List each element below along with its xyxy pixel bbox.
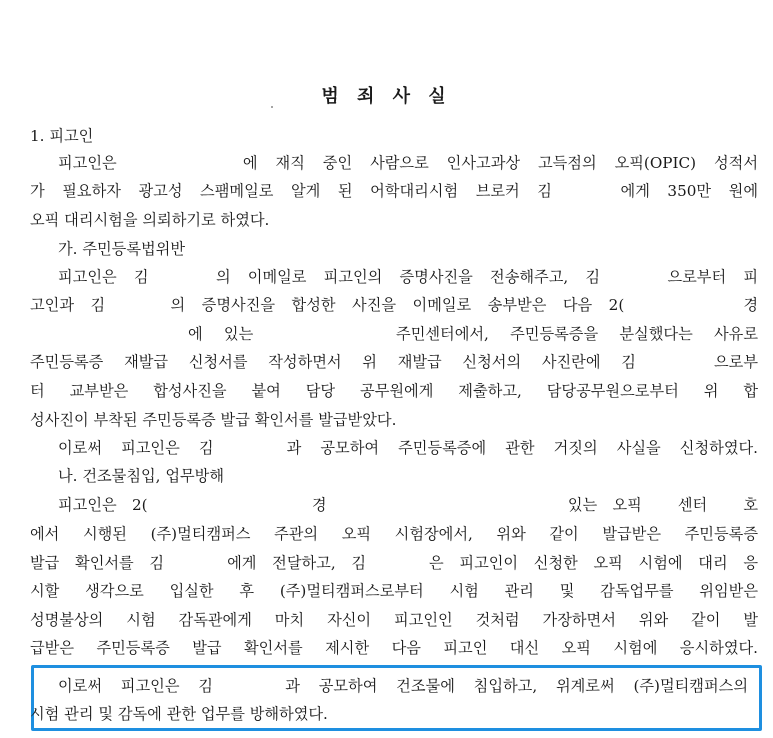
paragraph-line: 주민등록증 재발급 신청서를 작성하면서 위 재발급 신청서의 사진란에 김 으로부 (30, 353, 758, 371)
paragraph-line: 피고인은 에 재직 중인 사람으로 인사고과상 고득점의 오픽(OPIC) 성적서 (58, 154, 758, 172)
paragraph-line: 성사진이 부착된 주민등록증 발급 확인서를 발급받았다. (30, 411, 397, 429)
paragraph-line: 에 있는 주민센터에서, 주민등록증을 분실했다는 사유로 (30, 325, 758, 343)
section-heading: 1. 피고인 (30, 127, 94, 145)
paragraph-line: 이로써 피고인은 김 과 공모하여 주민등록증에 관한 거짓의 사실을 신청하였다. (58, 439, 758, 457)
scan-speck (271, 106, 273, 108)
document-title: 범 죄 사 실 (321, 86, 452, 107)
paragraph-line: 급받은 주민등록증 발급 확인서를 제시한 다음 피고인 대신 오픽 시험에 응시하였다. (30, 639, 758, 657)
paragraph-line: 터 교부받은 합성사진을 붙여 담당 공무원에게 제출하고, 담당공무원으로부터 위 합 (30, 382, 758, 400)
paragraph-line: 발급 확인서를 김 에게 전달하고, 김 은 피고인이 신청한 오픽 시험에 대리 응 (30, 554, 758, 572)
paragraph-line: 시할 생각으로 입실한 후 (주)멀티캠퍼스로부터 시험 관리 및 감독업무를 위임받은 (30, 582, 758, 600)
paragraph-line: 고인과 김 의 증명사진을 합성한 사진을 이메일로 송부받은 다음 2( 경 (30, 296, 758, 314)
subsection-heading: 나. 건조물침입, 업무방해 (58, 467, 225, 485)
highlighted-line: 시험 관리 및 감독에 관한 업무를 방해하였다. (30, 705, 328, 723)
paragraph-line: 피고인은 김 의 이메일로 피고인의 증명사진을 전송해주고, 김 으로부터 피 (58, 268, 758, 286)
paragraph-line: 에서 시행된 (주)멀티캠퍼스 주관의 오픽 시험장에서, 위와 같이 발급받은 주민등록증 (30, 525, 758, 543)
subsection-heading: 가. 주민등록법위반 (58, 240, 186, 258)
highlighted-line: 이로써 피고인은 김 과 공모하여 건조물에 침입하고, 위계로써 (주)멀티캠퍼스의 (58, 677, 748, 695)
paragraph-line: 성명불상의 시험 감독관에게 마치 자신이 피고인인 것처럼 가장하면서 위와 같이 발 (30, 611, 758, 629)
paragraph-line: 오픽 대리시험을 의뢰하기로 하였다. (30, 211, 270, 229)
paragraph-line: 피고인은 2( 경 있는 오픽 센터 호 (58, 496, 758, 514)
paragraph-line: 가 필요하자 광고성 스팸메일로 알게 된 어학대리시험 브로커 김 에게 350만 원에 (30, 182, 758, 200)
